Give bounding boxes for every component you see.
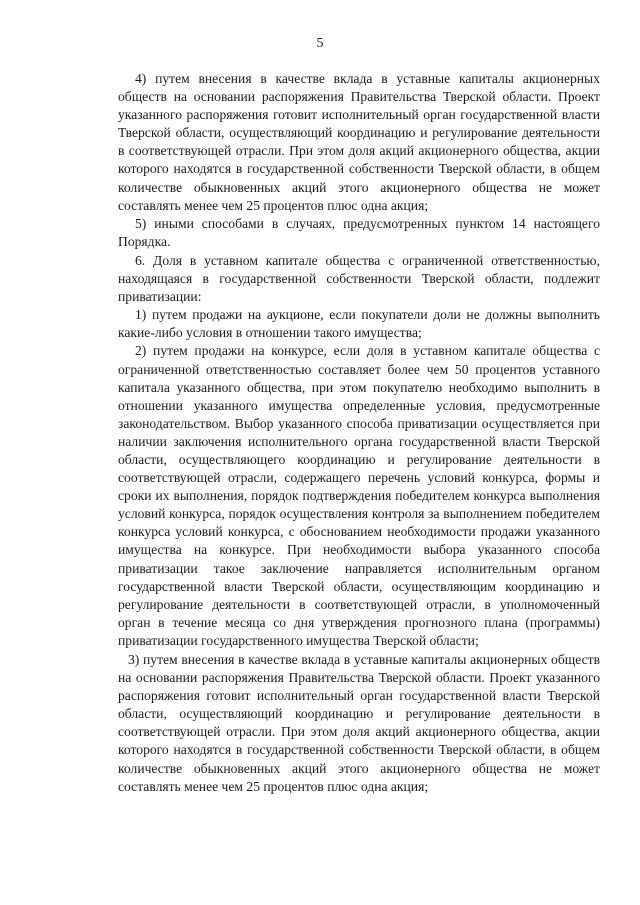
paragraph-section-6: 6. Доля в уставном капитале общества с ограниченной ответственностью, находящаяся в государственной собственности Тверской области, подлежит приватизации: [118,252,600,305]
paragraph-item-5: 5) иными способами в случаях, предусмотренных пунктом 14 настоящего Порядка. [118,215,600,249]
paragraph-subitem-2: 2) путем продажи на конкурсе, если доля в уставном капитале общества с ограниченной ответственностью составляет более чем 50 процентов уставного капитала указанного общества, при этом покупателю необходимо выполнить в отношении указанного имущества определенные условия, предусмотренные законодательством. Выбор указанного способа приватизации осуществляется при наличии заключения исполнительного органа государственной власти Тверской области, осуществляющего координацию и регулирование деятельности в соответствующей отрасли, содержащего перечень условий конкурса, формы и сроки их выполнения, порядок подтверждения победителем конкурса выполнения условий конкурса, порядок осуществления контроля за выполнением победителем конкурса условий конкурса, с обоснованием необходимости продажи указанного имущества на конкурсе. При необходимости выбора указанного способа приватизации такое заключение направляется исполнительным органом государственной власти Тверской области, осуществляющим координацию и регулирование деятельности в соответствующей отрасли, в уполномоченный орган в течение месяца со дня утверждения прогнозного плана (программы) приватизации государственного имущества Тверской области; [118,343,600,648]
paragraph-item-4: 4) путем внесения в качестве вклада в уставные капиталы акционерных обществ на основании распоряжения Правительства Тверской области. Проект указанного распоряжения готовит исполнительный орган государственной власти Тверской области, осуществляющий координацию и регулирование деятельности в соответствующей отрасли. При этом доля акций акционерного общества, акции которого находятся в государственной собственности Тверской области, в общем количестве обыкновенных акций этого акционерного общества не может составлять менее чем 25 процентов плюс одна акция; [118,71,600,213]
page-number: 5 [316,36,324,51]
document-body [118,70,600,796]
paragraph-subitem-1: 1) путем продажи на аукционе, если покупатели доли не должны выполнить какие-либо условия в отношении такого имущества; [118,307,600,341]
paragraph-subitem-3: 3) путем внесения в качестве вклада в уставные капиталы акционерных обществ на основании распоряжения Правительства Тверской области. Проект указанного распоряжения готовит исполнительный орган государственной власти Тверской области, осуществляющий координацию и регулирование деятельности в соответствующей отрасли. При этом доля акций акционерного общества, акции которого находятся в государственной собственности Тверской области, в общем количестве обыкновенных акций этого акционерного общества не может составлять менее чем 25 процентов плюс одна акция; [118,652,600,794]
